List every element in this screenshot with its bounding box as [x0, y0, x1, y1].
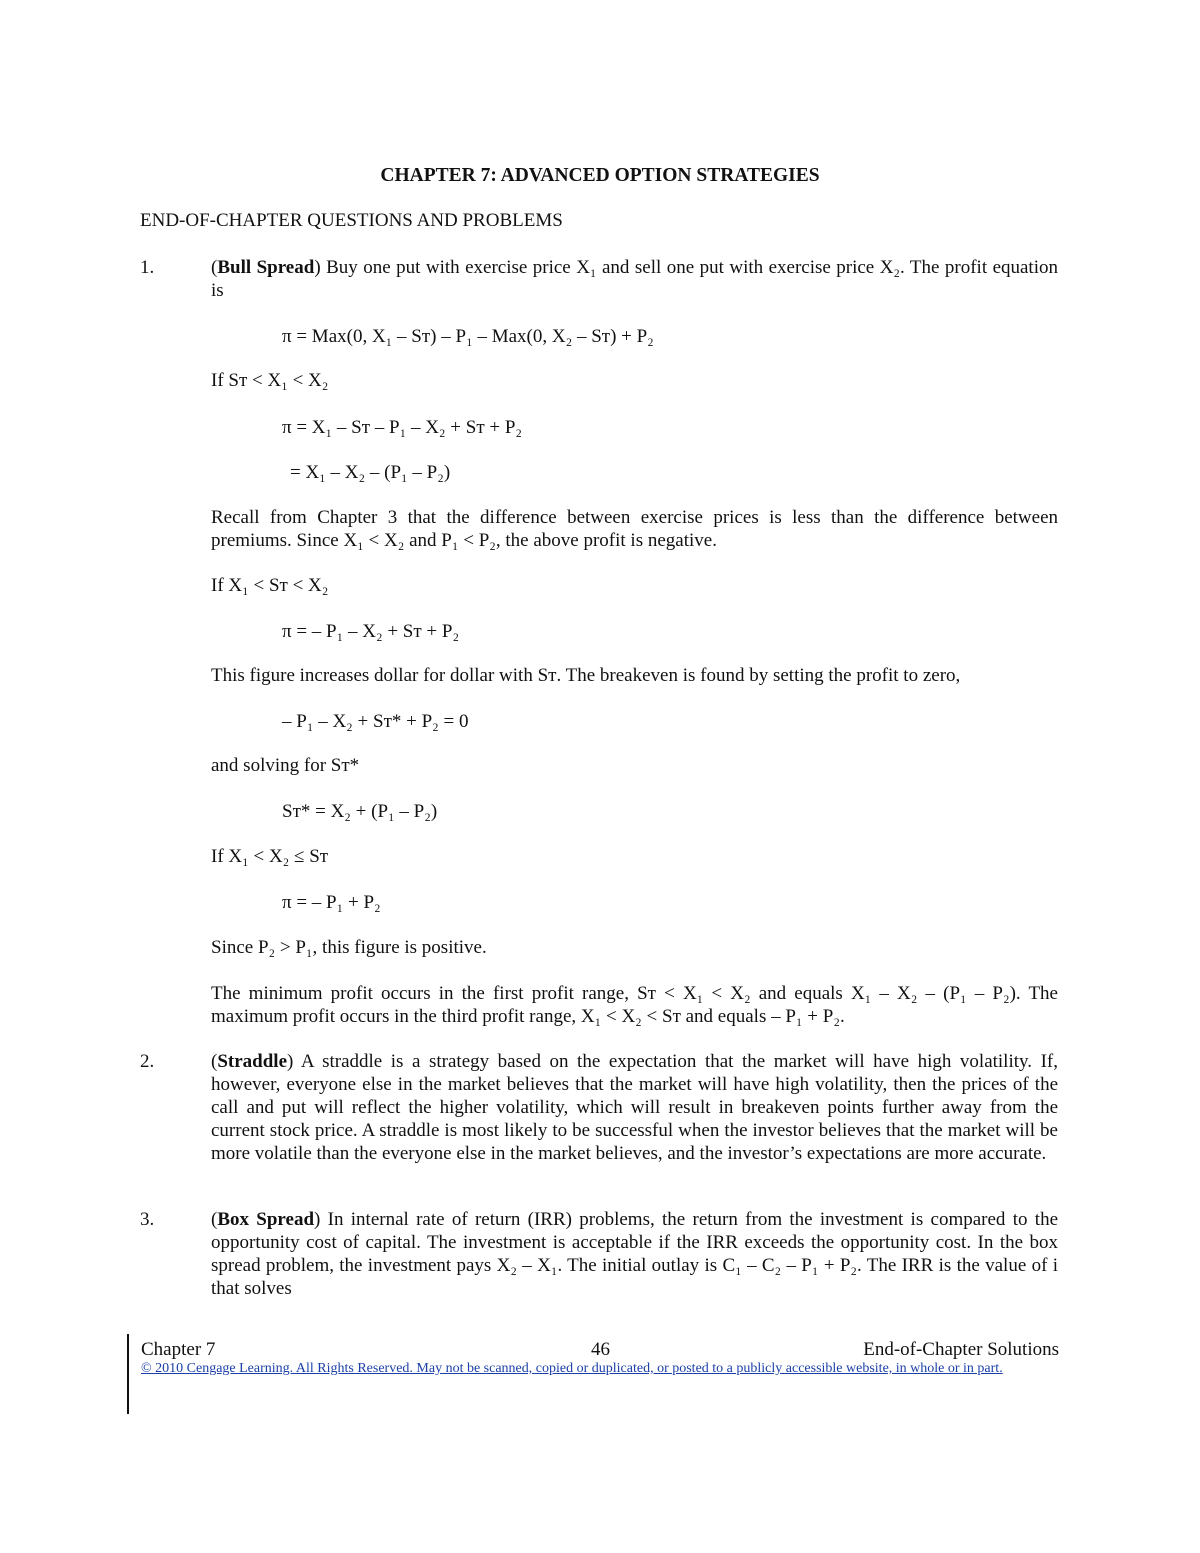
case-2-equation: π = – P₁ – X₂ + Sᴛ + P₂ — [282, 621, 460, 642]
question-3-number: 3. — [140, 1209, 155, 1230]
question-3-body: (Box Spread) In internal rate of return (IRR) problems, the return from the investment is compared to the opportunity cost of capital. The investment is acceptable if the IRR exceeds the opportunity cost. In the box spread problem, the investment pays X₂ – X₁. The initial outlay is C₁ – C₂ – P₁ + P₂. The IRR is the value of i that solves — [211, 1209, 1059, 1299]
copyright-link[interactable]: © 2010 Cengage Learning. All Rights Reserved. May not be scanned, copied or duplicated, or posted to a publicly accessible website, in whole or in part. — [141, 1361, 1003, 1376]
case-3-condition: If X₁ < X₂ ≤ Sᴛ — [211, 846, 329, 867]
page-number: 46 — [591, 1339, 610, 1360]
question-2-body: (Straddle) A straddle is a strategy based on the expectation that the market will have high volatility. If, however, everyone else in the market believes that the market will have high volatility, then the prices of the call and put will reflect the higher volatility, which will result in breakeven points further away from the current stock price. A straddle is most likely to be successful when the investor believes that the market will be more volatile than the everyone else in the market believes, and the investor’s expectations are more accurate. — [211, 1051, 1058, 1164]
profit-equation: π = Max(0, X₁ – Sᴛ) – P₁ – Max(0, X₂ – Sᴛ) + P₂ — [282, 326, 654, 347]
solving-text: and solving for Sᴛ* — [211, 755, 360, 776]
question-2-heading: Straddle — [217, 1051, 288, 1072]
case-1-condition: If Sᴛ < X₁ < X₂ — [211, 370, 329, 391]
question-3-heading: Box Spread — [217, 1209, 315, 1230]
chapter-title: CHAPTER 7: ADVANCED OPTION STRATEGIES — [380, 165, 820, 186]
footer-chapter: Chapter 7 — [141, 1339, 216, 1360]
profit-summary: The minimum profit occurs in the first profit range, Sᴛ < X₁ < X₂ and equals X₁ – X₂ – (P₁ – P₂). The maximum profit occurs in the third profit range, X₁ < X₂ < Sᴛ and equals – P₁ + P₂. — [211, 983, 1058, 1027]
question-3-text: In internal rate of return (IRR) problems, the return from the investment is compared to the opportunity cost of capital. The investment is acceptable if the IRR exceeds the opportunity cost. In the box spread problem, the investment pays X₂ – X₁. The initial outlay is C₁ – C₂ – P₁ + P₂. The IRR is the value of i that solves — [211, 1209, 1059, 1299]
case-1-equation-2: = X₁ – X₂ – (P₁ – P₂) — [290, 462, 451, 483]
case-1-equation-1: π = X₁ – Sᴛ – P₁ – X₂ + Sᴛ + P₂ — [282, 417, 523, 438]
case-2-condition: If X₁ < Sᴛ < X₂ — [211, 575, 329, 596]
case-2-explanation: This figure increases dollar for dollar with Sᴛ. The breakeven is found by setting the profit to zero, — [211, 665, 961, 686]
breakeven-equation: – P₁ – X₂ + Sᴛ* + P₂ = 0 — [282, 711, 469, 732]
breakeven-solution: Sᴛ* = X₂ + (P₁ – P₂) — [282, 801, 438, 822]
question-2-text: A straddle is a strategy based on the expectation that the market will have high volatility. If, however, everyone else in the market believes that the market will have high volatility, then the prices of the call and put will reflect the higher volatility, which will result in breakeven points further away from the current stock price. A straddle is most likely to be successful when the investor believes that the market will be more volatile than the everyone else in the market believes, and the investor’s expectations are more accurate. — [211, 1051, 1058, 1164]
question-1-number: 1. — [140, 257, 155, 278]
question-2-number: 2. — [140, 1051, 155, 1072]
question-1-intro-text: Buy one put with exercise price X₁ and sell one put with exercise price X₂. The profit equation is — [211, 257, 1058, 301]
case-3-explanation: Since P₂ > P₁, this figure is positive. — [211, 937, 487, 958]
section-subtitle: END-OF-CHAPTER QUESTIONS AND PROBLEMS — [140, 210, 563, 231]
case-3-equation: π = – P₁ + P₂ — [282, 892, 381, 913]
question-1-heading: Bull Spread — [217, 257, 315, 278]
case-1-explanation: Recall from Chapter 3 that the difference between exercise prices is less than the difference between premiums. Since X₁ < X₂ and P₁ < P₂, the above profit is negative. — [211, 507, 1058, 551]
question-1-intro: (Bull Spread) Buy one put with exercise price X₁ and sell one put with exercise price X₂. The profit equation is — [211, 257, 1058, 301]
footer-margin-bar — [127, 1334, 129, 1414]
footer-section: End-of-Chapter Solutions — [863, 1339, 1059, 1360]
